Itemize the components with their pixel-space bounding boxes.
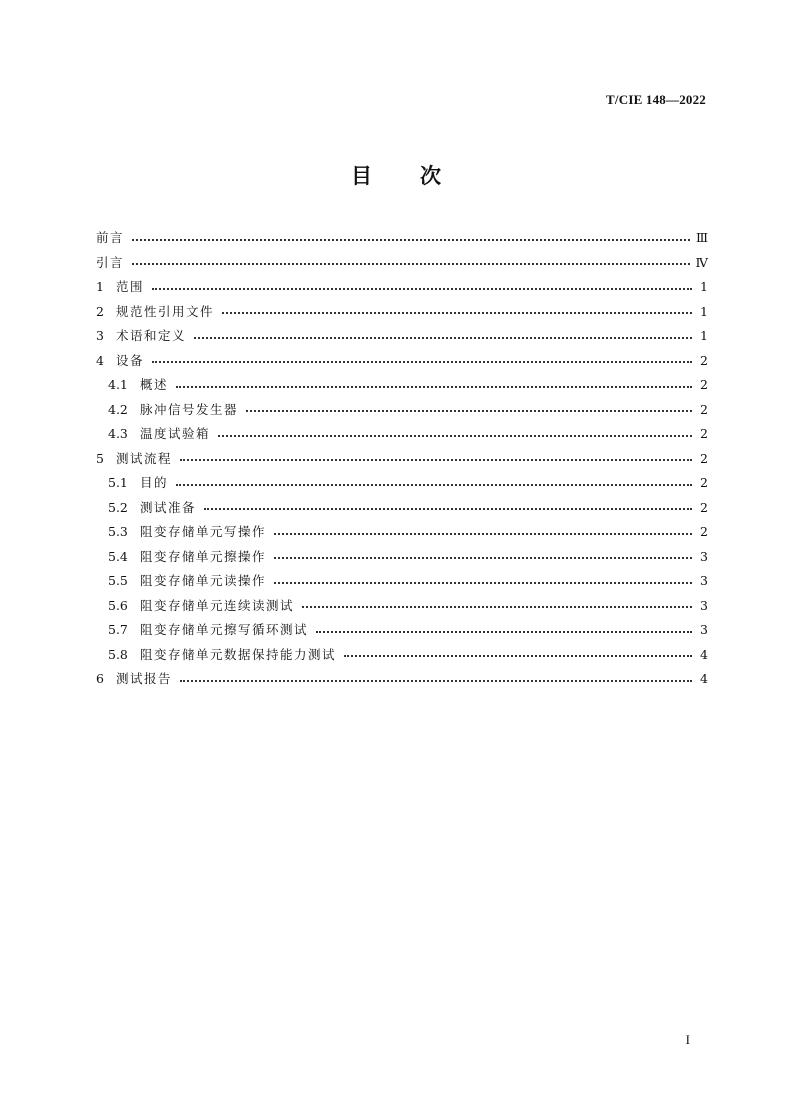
toc-entry-page: 2 xyxy=(700,352,708,368)
toc-entry-title: 规范性引用文件 xyxy=(116,303,215,319)
toc-entry-title: 术语和定义 xyxy=(116,328,187,343)
toc-entry-title: 设备 xyxy=(116,352,145,368)
toc-entry[interactable] xyxy=(96,447,708,472)
toc-entry[interactable] xyxy=(96,300,708,325)
toc-entry-number: 5.8 xyxy=(108,646,128,662)
document-code: T/CIE 148—2022 xyxy=(606,92,706,107)
toc-entry-title: 脉冲信号发生器 xyxy=(140,401,239,417)
toc-entry[interactable] xyxy=(96,422,708,447)
toc-entry-number: 5.1 xyxy=(108,475,128,490)
toc-entry-page: 1 xyxy=(700,328,708,343)
dot-leader xyxy=(302,605,692,608)
dot-leader xyxy=(274,581,692,584)
toc-entry-number: 2 xyxy=(96,303,104,319)
toc-entry-page: 3 xyxy=(700,573,708,588)
dot-leader xyxy=(218,434,692,437)
dot-leader xyxy=(344,654,692,657)
toc-entry-number: 5.5 xyxy=(108,573,128,588)
toc-entry-title: 阻变存储单元连续读测试 xyxy=(140,597,295,613)
toc-entry-page: 2 xyxy=(700,377,708,392)
page-title: 目次 xyxy=(351,164,489,188)
toc-entry-title: 阻变存储单元擦操作 xyxy=(140,548,267,564)
dot-leader xyxy=(274,556,692,559)
toc-entry[interactable] xyxy=(96,569,708,594)
toc-entry-number: 5.2 xyxy=(108,499,128,515)
toc-entry[interactable] xyxy=(96,324,708,349)
toc-entry[interactable] xyxy=(96,643,708,668)
toc-entry-number: 5.3 xyxy=(108,524,128,539)
toc-entry-title: 阻变存储单元读操作 xyxy=(140,573,267,588)
toc-entry[interactable] xyxy=(96,667,708,692)
table-of-contents xyxy=(96,226,708,692)
toc-entry-title: 前言 xyxy=(96,230,125,245)
toc-entry[interactable] xyxy=(96,594,708,619)
toc-entry[interactable] xyxy=(96,398,708,423)
toc-entry-page: 4 xyxy=(700,671,708,686)
toc-entry-number: 4 xyxy=(96,352,104,368)
toc-entry[interactable] xyxy=(96,545,708,570)
toc-entry-title: 测试流程 xyxy=(116,450,173,466)
toc-entry-title: 引言 xyxy=(96,254,125,270)
toc-entry-number: 3 xyxy=(96,328,104,343)
toc-entry-title: 范围 xyxy=(116,279,145,294)
toc-entry-page: Ⅲ xyxy=(695,230,708,245)
toc-entry[interactable] xyxy=(96,226,708,251)
toc-entry-number: 5.6 xyxy=(108,597,128,613)
toc-entry-number: 5.7 xyxy=(108,622,128,637)
toc-entry-page: 4 xyxy=(700,646,708,662)
toc-entry-number: 4.2 xyxy=(108,401,128,417)
dot-leader xyxy=(180,679,692,682)
toc-entry-title: 目的 xyxy=(140,475,169,490)
toc-entry-page: 1 xyxy=(700,279,708,294)
toc-entry-number: 6 xyxy=(96,671,104,686)
dot-leader xyxy=(246,409,692,412)
toc-entry-title: 测试报告 xyxy=(116,671,173,686)
toc-entry-page: 2 xyxy=(700,475,708,490)
toc-entry[interactable] xyxy=(96,471,708,496)
dot-leader xyxy=(152,360,692,363)
toc-entry-title: 测试准备 xyxy=(140,499,197,515)
dot-leader xyxy=(152,287,692,290)
dot-leader xyxy=(316,630,692,633)
toc-entry[interactable] xyxy=(96,520,708,545)
toc-entry-page: 1 xyxy=(700,303,708,319)
toc-entry-page: 2 xyxy=(700,426,708,441)
dot-leader xyxy=(204,507,692,510)
toc-entry-number: 1 xyxy=(96,279,104,294)
toc-entry[interactable] xyxy=(96,251,708,276)
toc-entry[interactable] xyxy=(96,618,708,643)
toc-entry-title: 阻变存储单元数据保持能力测试 xyxy=(140,646,337,662)
toc-entry-title: 温度试验箱 xyxy=(140,426,211,441)
dot-leader xyxy=(132,238,690,241)
toc-entry-title: 阻变存储单元写操作 xyxy=(140,524,267,539)
toc-entry-title: 概述 xyxy=(140,377,169,392)
toc-entry-title: 阻变存储单元擦写循环测试 xyxy=(140,622,309,637)
toc-entry-page: 3 xyxy=(700,548,708,564)
dot-leader xyxy=(132,262,689,265)
toc-entry[interactable] xyxy=(96,373,708,398)
toc-entry-page: 2 xyxy=(700,401,708,417)
toc-entry-page: 2 xyxy=(700,499,708,515)
toc-entry-number: 5.4 xyxy=(108,548,128,564)
dot-leader xyxy=(176,385,692,388)
toc-entry-number: 5 xyxy=(96,450,104,466)
dot-leader xyxy=(180,458,692,461)
toc-entry[interactable] xyxy=(96,349,708,374)
dot-leader xyxy=(194,336,692,339)
toc-entry-page: 2 xyxy=(700,524,708,539)
page-number: I xyxy=(685,1032,690,1047)
toc-entry-number: 4.1 xyxy=(108,377,128,392)
toc-entry-page: 3 xyxy=(700,597,708,613)
toc-entry-page: Ⅳ xyxy=(695,254,708,270)
toc-entry-page: 3 xyxy=(700,622,708,637)
dot-leader xyxy=(222,311,692,314)
toc-entry-page: 2 xyxy=(700,450,708,466)
dot-leader xyxy=(176,483,692,486)
dot-leader xyxy=(274,532,692,535)
toc-entry-number: 4.3 xyxy=(108,426,128,441)
toc-entry[interactable] xyxy=(96,275,708,300)
toc-entry[interactable] xyxy=(96,496,708,521)
